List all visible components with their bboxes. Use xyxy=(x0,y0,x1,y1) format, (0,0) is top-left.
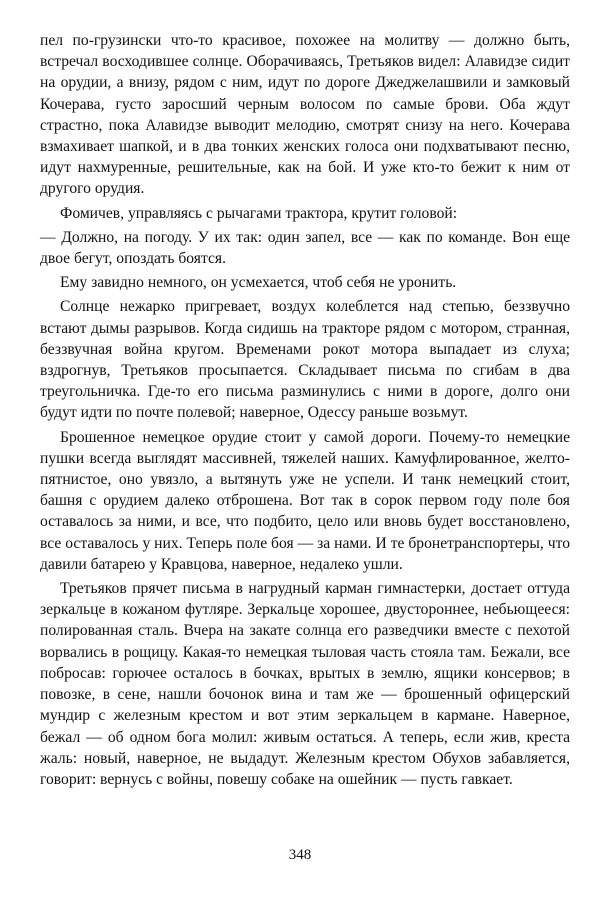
page-text xyxy=(40,30,570,790)
paragraph-sun: Солнце нежарко пригревает, воздух колеблется над степью, беззвучно встают дымы разрывов. Когда сидишь на тракторе рядом с мотором, странная, беззвучная война кругом. Временами рокот мотора выпадает из слуха; вздрогнув, Третьяков просыпается. Складывает письма по сгибам в два треугольничка. Где-то его письма разминулись с ними в дороге, долго они будут идти по почте полевой; наверное, Одессу раньше возьмут. xyxy=(40,298,570,422)
paragraph-mirror: Третьяков прячет письма в нагрудный карман гимнастерки, достает оттуда зеркальце в кожаном футляре. Зеркальце хорошее, двустороннее, небьющееся: полированная сталь. Вчера на закате солнца его разведчики вместе с пехотой ворвались в рощицу. Какая-то немецкая тыловая часть стояла там. Бежали, все побросав: горючее осталось в бочках, врытых в землю, ящики консервов; в повозке, в сене, нашли бочонок вина и там же — брошенный офицерский мундир с железным крестом и вот этим зеркальцем в кармане. Наверное, бежал — об одном бога молил: живым остаться. А теперь, если жив, креста жаль: новый, наверное, не выдадут. Железным крестом Обухов забавляется, говорит: вернусь с войны, повешу собаке на ошейник — пусть гавкает. xyxy=(40,580,570,788)
page-number: 348 xyxy=(288,847,312,863)
paragraph-fomichev: Фомичев, управляясь с рычагами трактора, крутит головой: xyxy=(60,204,458,222)
paragraph-german-gun: Брошенное немецкое орудие стоит у самой дороги. Почему-то немецкие пушки всегда выглядят массивней, тяжелей наших. Камуфлированное, желто-пятнистое, оно увязло, а вытянуть уже не успели. И танк немецкий стоит, башня с орудием далеко отброшена. Вот так в сорок первом году поле боя оставалось за ними, и все, что подбито, цело или вновь будет восстановлено, все оставалось у них. Теперь поле боя — за нами. И те бронетранспортеры, что давили батарею у Кравцова, наверное, недалеко ушли. xyxy=(40,428,570,573)
paragraph-continuation: пел по-грузински что-то красивое, похожее на молитву — должно быть, встречал восходившее солнце. Оборачиваясь, Третьяков видел: Алавидзе сидит на орудии, а внизу, рядом с ним, идут по дороге Джеджелашвили и замковый Кочерава, густо заросший черным волосом по самые брови. Оба ждут страстно, пока Алавидзе выводит мелодию, смотрят снизу на него. Кочерава взмахивает шапкой, и в два тонких женских голоса они подхватывают песню, идут нахмуренные, решительные, как на бой. И уже кто-то бежит к ним от другого орудия. xyxy=(40,32,570,198)
paragraph-dialogue: — Должно, на погоду. У их так: один запел, все — как по команде. Вон еще двое бегут, опоздать боятся. xyxy=(40,228,570,268)
paragraph-envy: Ему завидно немного, он усмехается, чтоб себя не уронить. xyxy=(60,274,457,292)
